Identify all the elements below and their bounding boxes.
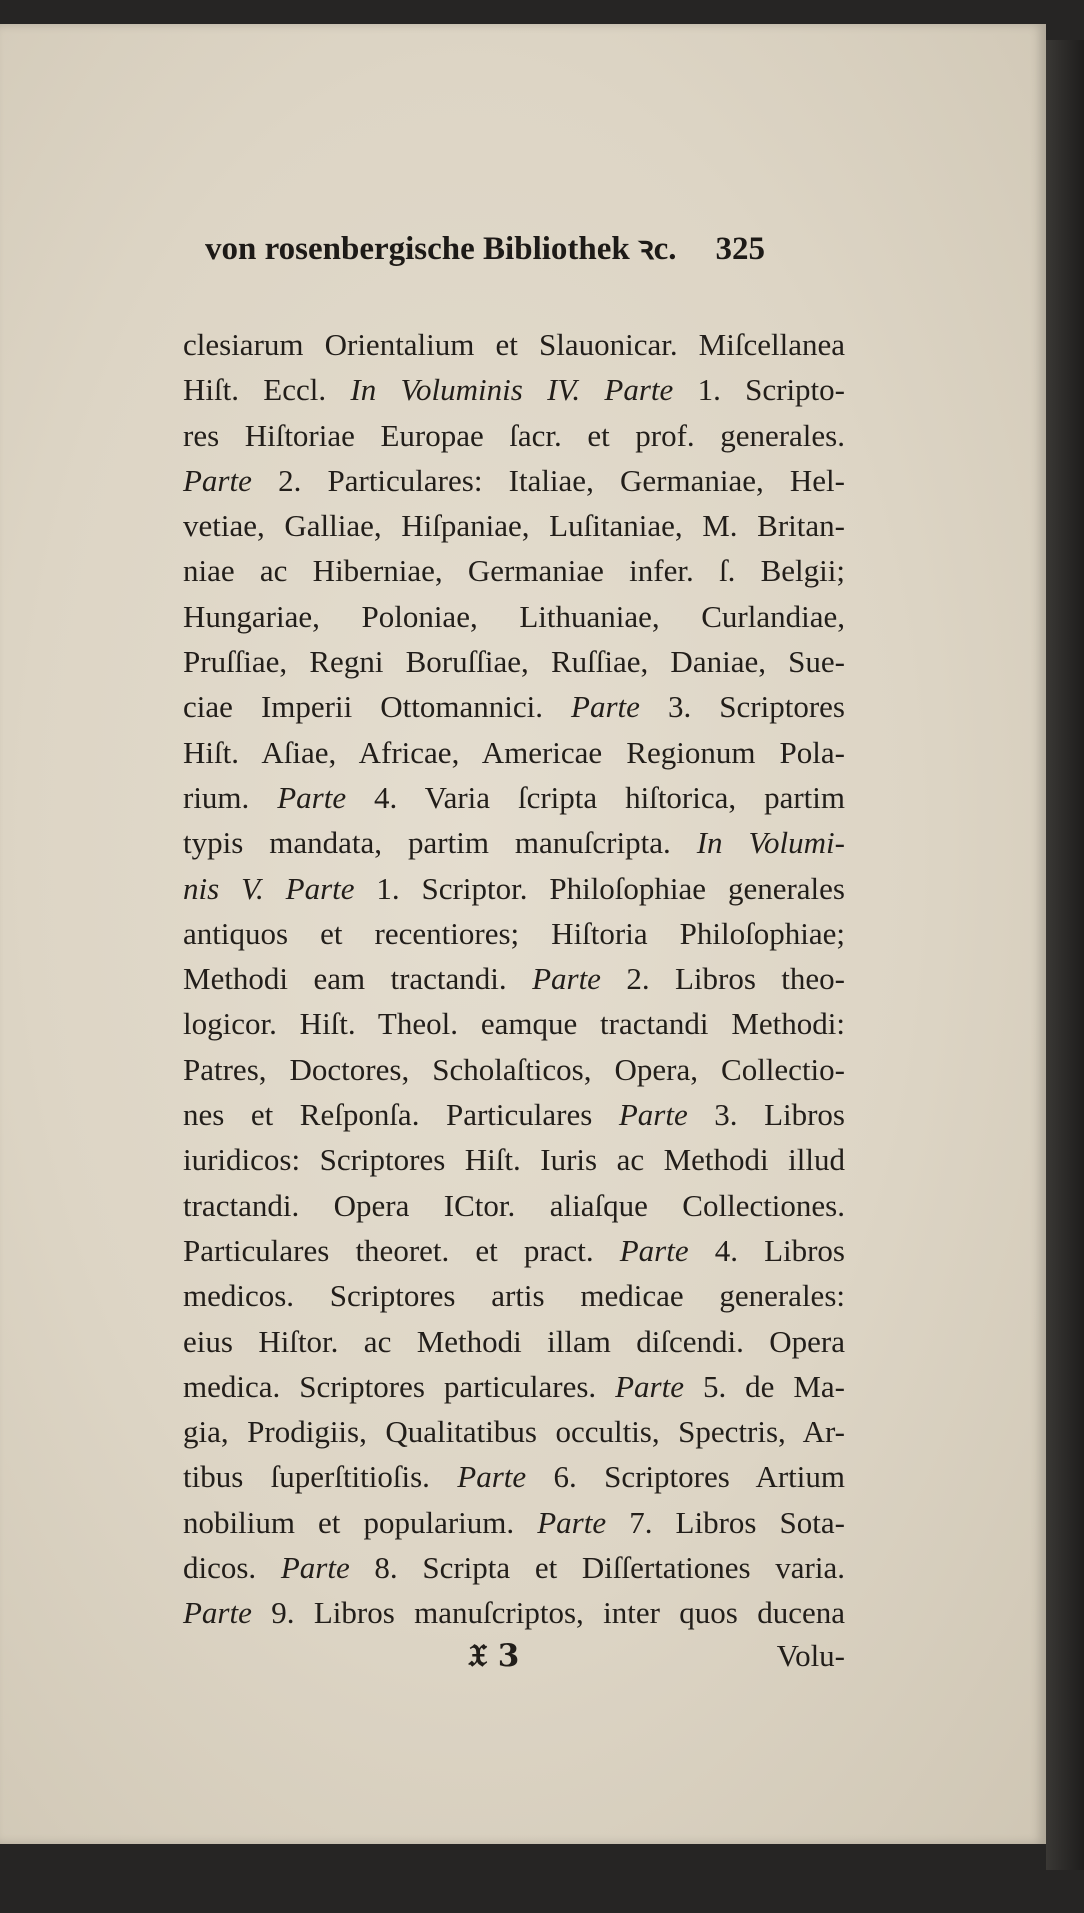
text-segment: 2. Libros theo- [600, 961, 845, 997]
text-segment: 3. Libros [687, 1097, 845, 1133]
text-segment: 6. Scriptores Artium [526, 1459, 845, 1495]
text-segment: Methodi eam tractandi. [183, 961, 533, 997]
text-segment: Hungariae, Poloniae, Lithuaniae, Curlandiae, [183, 598, 845, 634]
text-segment: 1. Scriptor. Philoſophiae generales [354, 870, 845, 906]
text-line [183, 684, 845, 729]
text-segment: rium. [183, 779, 278, 815]
catchword: Volu- [776, 1638, 845, 1673]
text-segment: clesiarum Orientalium et Slauonicar. Miſcellanea [183, 327, 845, 362]
italic-text-segment: Parte [537, 1504, 607, 1540]
text-segment: antiquos et recentiores; Hiſtoria Philoſophiae; [183, 915, 845, 951]
text-line [183, 1001, 845, 1046]
text-segment: 3. Scriptores [639, 689, 845, 725]
page-footer [183, 1638, 845, 1683]
text-line [183, 911, 845, 956]
text-line [183, 1183, 845, 1228]
text-segment: ciae Imperii Ottomannici. [183, 689, 572, 725]
page-number: 325 [715, 231, 765, 267]
italic-text-segment: Parte [277, 779, 347, 815]
text-line [183, 458, 845, 503]
running-title: von rosenbergische Bibliothek ꝛc. [205, 231, 677, 267]
text-segment: 1. Scripto- [673, 372, 845, 408]
italic-text-segment: Parte [618, 1097, 688, 1133]
text-line [183, 1137, 845, 1182]
italic-text-segment: Parte [571, 689, 640, 725]
text-segment: Pruſſiae, Regni Boruſſiae, Ruſſiae, Daniae, Sue- [183, 644, 845, 680]
text-line [183, 1454, 845, 1499]
page-header [205, 224, 765, 274]
text-segment: vetiae, Galliae, Hiſpaniae, Luſitaniae, M. Britan- [183, 508, 845, 544]
text-line [183, 820, 845, 865]
text-segment: tibus ſuperſtitioſis. [183, 1459, 458, 1495]
body-text [183, 322, 845, 1636]
text-segment: Hiſt. Eccl. [183, 372, 351, 408]
text-segment: 5. de Ma- [684, 1368, 845, 1404]
text-line [183, 503, 845, 548]
text-line [183, 956, 845, 1001]
text-line [183, 1590, 845, 1635]
text-segment: eius Hiſtor. ac Methodi illam diſcendi. Opera [183, 1323, 845, 1359]
text-line [183, 1364, 845, 1409]
text-line [183, 1228, 845, 1273]
text-segment: Hiſt. Aſiae, Africae, Americae Regionum Pola- [183, 734, 845, 770]
text-line [183, 322, 845, 367]
text-line [183, 639, 845, 684]
text-line [183, 413, 845, 458]
text-segment: tractandi. Opera ICtor. aliaſque Collectiones. [183, 1187, 845, 1223]
italic-text-segment: Parte [615, 1368, 684, 1404]
italic-text-segment: In Volumi- [696, 825, 845, 861]
text-line [183, 730, 845, 775]
text-line [183, 367, 845, 412]
text-segment: 7. Libros Sota- [606, 1504, 845, 1540]
text-segment: medicos. Scriptores artis medicae generales: [183, 1278, 845, 1314]
italic-text-segment: Parte [619, 1232, 689, 1268]
text-segment: Patres, Doctores, Scholaſticos, Opera, Collectio- [183, 1051, 845, 1087]
italic-text-segment: Parte [280, 1550, 350, 1586]
text-line [183, 1500, 845, 1545]
text-segment: gia, Prodigiis, Qualitatibus occultis, Spectris, Ar- [183, 1414, 845, 1450]
italic-text-segment: nis V. Parte [183, 870, 355, 906]
italic-text-segment: Parte [183, 1595, 252, 1631]
text-line [183, 594, 845, 639]
text-segment: logicor. Hiſt. Theol. eamque tractandi Methodi: [183, 1006, 845, 1042]
text-segment: dicos. [183, 1550, 281, 1586]
text-segment: iuridicos: Scriptores Hiſt. Iuris ac Methodi illud [183, 1142, 845, 1178]
text-segment: typis mandata, partim manuſcripta. [183, 825, 697, 861]
text-line [183, 1273, 845, 1318]
italic-text-segment: Parte [532, 961, 601, 997]
text-segment: 8. Scripta et Diſſertationes varia. [349, 1550, 845, 1586]
scan-background-edge [1046, 40, 1084, 1870]
italic-text-segment: Parte [457, 1459, 527, 1495]
book-page [0, 24, 1046, 1844]
text-segment: res Hiſtoriae Europae ſacr. et prof. generales. [183, 417, 845, 453]
italic-text-segment: In Voluminis IV. Parte [350, 372, 674, 408]
text-line [183, 1409, 845, 1454]
text-line [183, 775, 845, 820]
text-segment: 4. Varia ſcripta hiſtorica, partim [346, 779, 845, 815]
text-segment: 9. Libros manuſcriptos, inter quos ducena [251, 1595, 845, 1631]
text-segment: medica. Scriptores particulares. [183, 1368, 616, 1404]
text-line [183, 548, 845, 593]
text-line [183, 1092, 845, 1137]
italic-text-segment: Parte [183, 462, 252, 498]
text-line [183, 1319, 845, 1364]
text-line [183, 1545, 845, 1590]
text-line [183, 1047, 845, 1092]
text-line [183, 866, 845, 911]
text-segment: nes et Reſponſa. Particulares [183, 1097, 619, 1133]
signature-mark: 𝔛 3 [468, 1638, 520, 1674]
text-segment: nobilium et popularium. [183, 1504, 538, 1540]
text-segment: 2. Particulares: Italiae, Germaniae, Hel- [251, 462, 845, 498]
text-segment: Particulares theoret. et pract. [183, 1232, 620, 1268]
text-segment: 4. Libros [688, 1232, 845, 1268]
text-segment: niae ac Hiberniae, Germaniae infer. ſ. Belgii; [183, 553, 845, 589]
